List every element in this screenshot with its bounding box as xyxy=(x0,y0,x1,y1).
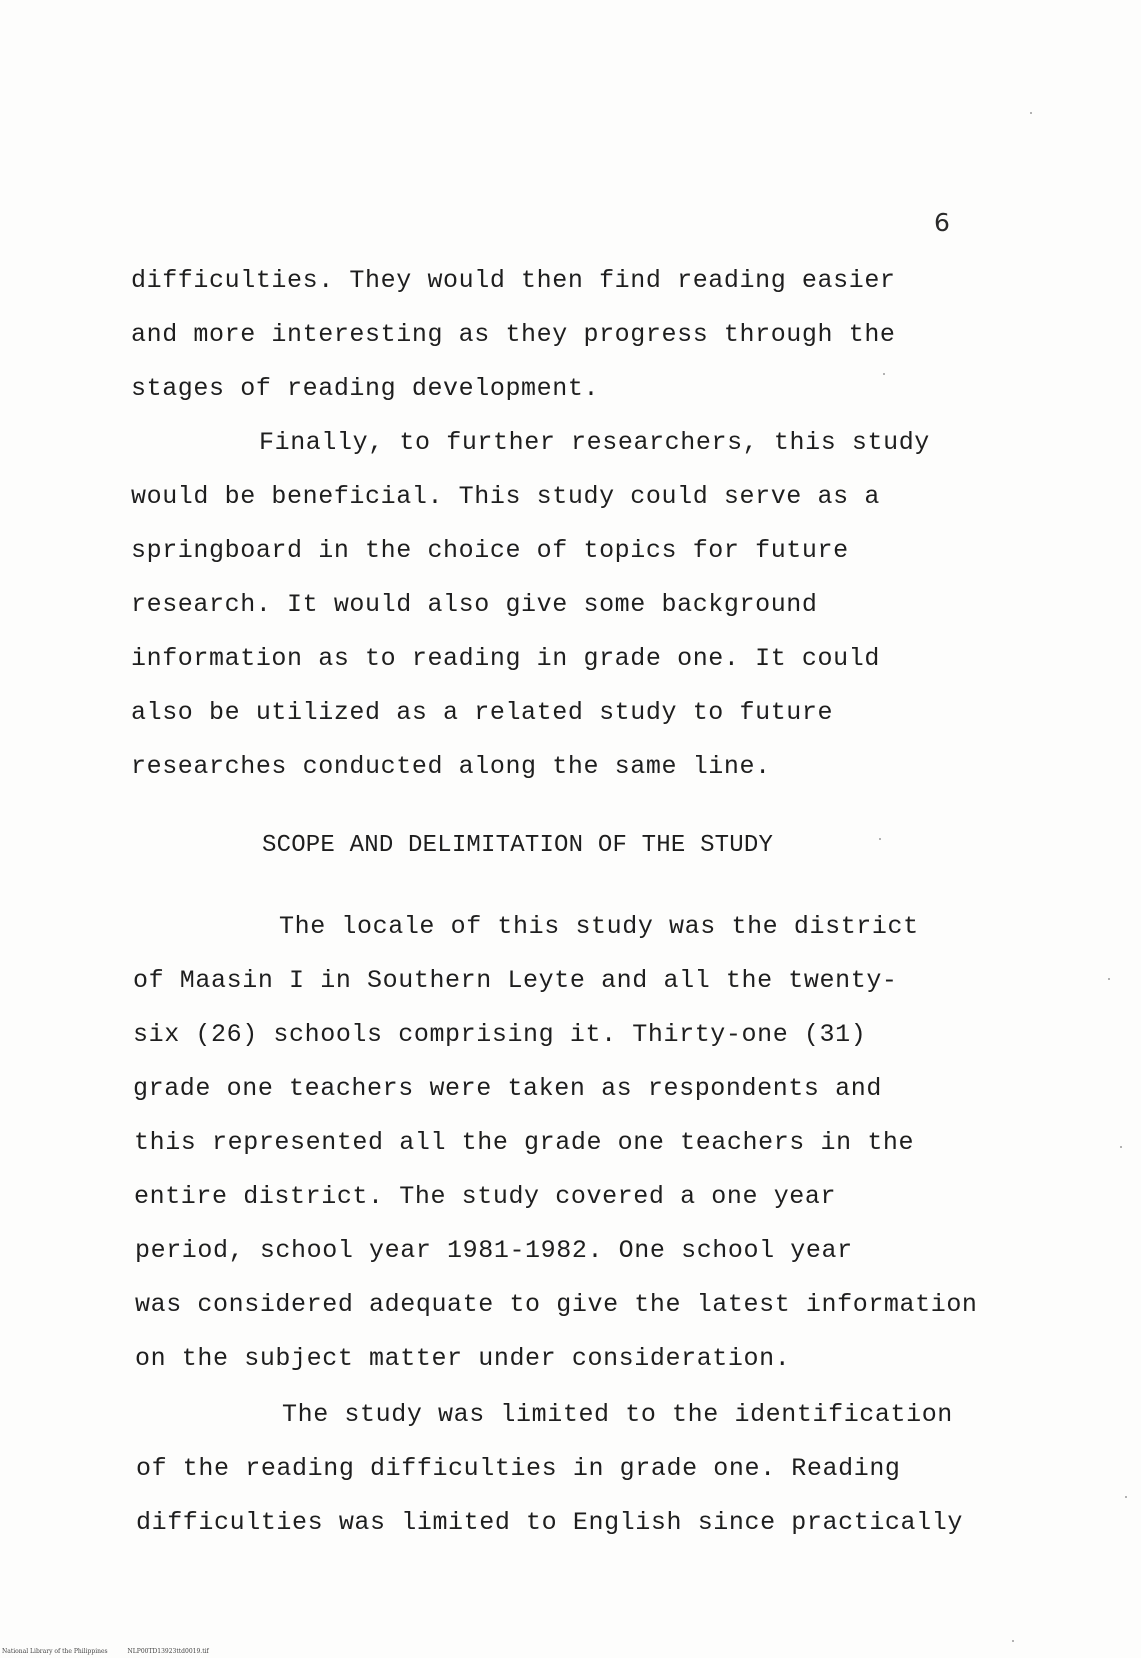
text-line: also be utilized as a related study to future xyxy=(131,698,834,727)
text-line: springboard in the choice of topics for future xyxy=(131,536,849,565)
text-line: of Maasin I in Southern Leyte and all the twenty- xyxy=(133,966,898,995)
text-line: difficulties was limited to English since practically xyxy=(136,1508,963,1537)
scan-speck xyxy=(1012,1640,1014,1642)
text-line: information as to reading in grade one. It could xyxy=(131,644,880,673)
scan-speck xyxy=(1120,1146,1122,1148)
scan-speck xyxy=(883,373,885,375)
scan-speck xyxy=(1108,978,1110,980)
footer xyxy=(2,1648,227,1655)
text-line: difficulties. They would then find reading easier xyxy=(131,266,896,295)
text-line: stages of reading development. xyxy=(131,374,600,403)
section-heading: SCOPE AND DELIMITATION OF THE STUDY xyxy=(262,832,774,859)
scan-speck xyxy=(1030,112,1032,114)
text-line: grade one teachers were taken as respondents and xyxy=(133,1074,882,1103)
text-line: The study was limited to the identification xyxy=(282,1400,953,1429)
page-number: 6 xyxy=(934,208,950,237)
text-line: researches conducted along the same line. xyxy=(131,752,771,781)
footer-file: NLP00TD13923ttd0019.tif xyxy=(127,1648,209,1655)
scan-speck xyxy=(879,838,881,840)
text-line: six (26) schools comprising it. Thirty-one (31) xyxy=(133,1020,867,1049)
text-line: on the subject matter under consideration. xyxy=(135,1344,791,1373)
text-line: period, school year 1981-1982. One school year xyxy=(135,1236,853,1265)
text-line: and more interesting as they progress through the xyxy=(131,320,896,349)
text-line: entire district. The study covered a one year xyxy=(134,1182,837,1211)
scan-speck xyxy=(1125,1496,1127,1498)
footer-library: National Library of the Philippines xyxy=(2,1648,108,1655)
text-line: this represented all the grade one teachers in the xyxy=(134,1128,915,1157)
text-line: of the reading difficulties in grade one. Reading xyxy=(136,1454,901,1483)
text-line: Finally, to further researchers, this study xyxy=(259,428,930,457)
text-line: research. It would also give some background xyxy=(131,590,818,619)
text-line: was considered adequate to give the latest information xyxy=(135,1290,978,1319)
text-line: would be beneficial. This study could serve as a xyxy=(131,482,880,511)
text-line: The locale of this study was the district xyxy=(279,912,919,941)
